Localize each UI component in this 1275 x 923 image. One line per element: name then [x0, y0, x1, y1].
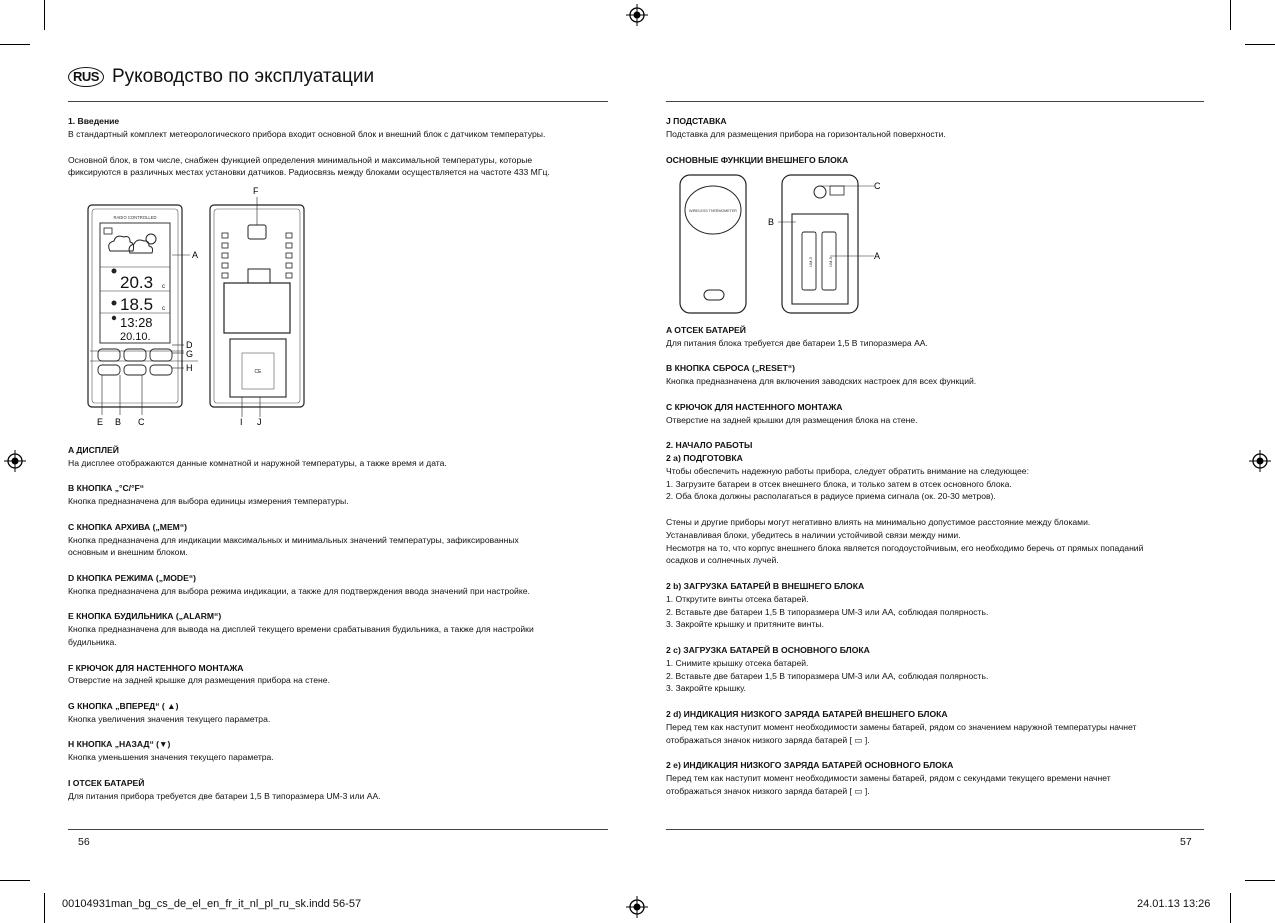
section-text: Кнопка предназначена для выбора режима индикации, а также для подтверждения ввода значений при настройке. — [68, 585, 530, 596]
outdoor-sensor-figure — [670, 172, 890, 317]
section-heading: J ПОДСТАВКА — [666, 116, 727, 126]
intro-block — [68, 115, 613, 179]
section-main-low-battery — [666, 759, 1211, 797]
section-heading: F КРЮЧОК ДЛЯ НАСТЕННОГО МОНТАЖА — [68, 662, 244, 673]
section-heading: D КНОПКА РЕЖИМА („MODE“) — [68, 572, 197, 583]
section-text: отображаться значок низкого заряда батарей [ ▭ ]. — [666, 734, 870, 745]
sun-icon — [146, 234, 156, 244]
section-heading: G КНОПКА „ВПЕРЕД“ ( ▲) — [68, 700, 179, 711]
section-text: Кнопка предназначена для вывода на дисплей текущего времени срабатывания будильника, а также для настройки — [68, 624, 534, 635]
section-text: 2. Оба блока должны располагаться в радиусе приема сигнала (ок. 20-30 метров). — [666, 491, 996, 502]
callout-label: H — [186, 363, 193, 373]
section-text: Несмотря на то, что корпус внешнего блока является погодоустойчивым, его необходимо беречь от прямых попаданий — [666, 542, 1144, 553]
section-text: Для питания блока требуется две батареи 1,5 В типоразмера AA. — [666, 337, 928, 348]
section-heading: A ДИСПЛЕЙ — [68, 445, 119, 455]
section-heading: I ОТСЕК БАТАРЕЙ — [68, 777, 145, 788]
svg-text:c: c — [162, 284, 165, 290]
crop-mark — [1245, 880, 1275, 881]
section-text: Кнопка увеличения значения текущего параметра. — [68, 713, 271, 724]
header-rule — [68, 101, 608, 102]
section-heading: 2 b) ЗАГРУЗКА БАТАРЕЙ В ВНЕШНЕГО БЛОКА — [666, 580, 865, 591]
section-text: Перед тем как наступит момент необходимости замены батарей, рядом с секундами текущего времени начнет — [666, 772, 1111, 783]
indoor-icon — [112, 269, 117, 274]
crop-mark — [1230, 893, 1231, 923]
date-slug: 24.01.13 13:26 — [1137, 898, 1211, 910]
section-wall-hook — [68, 662, 613, 688]
section-text: 3. Закройте крышку и притяните винты. — [666, 619, 824, 630]
callout-label: J — [257, 417, 262, 427]
outdoor-icon — [112, 301, 117, 306]
section-text: Стены и другие приборы могут негативно влиять на минимально допустимое расстояние между блоками. — [666, 516, 1091, 527]
section-heading: C КРЮЧОК ДЛЯ НАСТЕННОГО МОНТАЖА — [666, 401, 843, 412]
left-sections — [68, 444, 613, 802]
lcd-temp-indoor: 20.3 — [120, 273, 154, 292]
radio-icon — [112, 316, 116, 320]
lcd-temp-outdoor: 18.5 — [120, 295, 154, 314]
section-heading: E КНОПКА БУДИЛЬНИКА („ALARM“) — [68, 611, 222, 622]
wall-hook-icon — [814, 186, 826, 198]
button-down — [150, 365, 172, 375]
section-text: 1. Загрузите батареи в отсек внешнего блока, и только затем в отсек основного блока. — [666, 478, 1012, 489]
section-text: На дисплее отображаются данные комнатной и наружной температуры, а также время и дата. — [68, 457, 447, 468]
footer-rule — [666, 829, 1204, 830]
lcd-date: 20.10. — [120, 331, 151, 343]
right-top-block — [666, 115, 1211, 166]
brand-label: RADIO CONTROLLED — [113, 215, 157, 220]
right-sections — [666, 324, 1211, 797]
crop-mark — [1245, 44, 1275, 45]
section-text: Кнопка уменьшения значения текущего параметра. — [68, 752, 274, 763]
page-title: Руководство по эксплуатации — [111, 66, 375, 87]
crop-mark — [44, 893, 45, 923]
section-main-batteries-load — [666, 644, 1211, 695]
svg-text:c: c — [162, 306, 165, 312]
section-text: отображаться значок низкого заряда батарей [ ▭ ]. — [666, 785, 870, 796]
crop-mark — [44, 0, 45, 30]
callout-label: A — [874, 251, 881, 261]
page-header — [68, 66, 374, 88]
registration-mark-icon — [4, 450, 26, 472]
section-sensor-hook — [666, 401, 1211, 427]
page-number: 56 — [78, 836, 90, 848]
section-text: Устанавливая блоки, убедитесь в наличии устойчивой связи между ними. — [666, 529, 961, 540]
section-back-button — [68, 738, 613, 764]
section-display — [68, 444, 613, 470]
stand — [230, 339, 286, 397]
section-sensor-battery — [666, 324, 1211, 350]
cloud-icon — [109, 236, 134, 251]
registration-mark-icon — [626, 4, 648, 26]
section-text: Чтобы обеспечить надежную работы прибора, следует обратить внимание на следующее: — [666, 465, 1029, 476]
section-heading: B КНОПКА СБРОСА („RESET“) — [666, 363, 795, 374]
section-mode-button — [68, 572, 613, 598]
lcd-icon — [104, 228, 112, 234]
section-heading: 2. НАЧАЛО РАБОТЫ — [666, 440, 753, 451]
callout-label: A — [192, 250, 199, 260]
registration-mark-icon — [1249, 450, 1271, 472]
section-text: Отверстие на задней крышке для размещения прибора на стене. — [68, 675, 330, 686]
callout-label: D — [186, 340, 193, 350]
callout-label: G — [186, 349, 194, 359]
section-getting-started — [666, 439, 1211, 567]
wall-hook-icon — [248, 225, 266, 239]
section-heading: 2 c) ЗАГРУЗКА БАТАРЕЙ В ОСНОВНОГО БЛОКА — [666, 644, 870, 655]
section-text: будильника. — [68, 636, 117, 647]
section-text: 1. Открутите винты отсека батарей. — [666, 593, 809, 604]
section-text: Кнопка предназначена для индикации максимальных и минимальных значений температуры, зафиксированных — [68, 534, 519, 545]
crop-mark — [0, 44, 30, 45]
section-text: осадков и солнечных лучей. — [666, 555, 779, 566]
section-text: основным и внешним блоком. — [68, 547, 188, 558]
section-text: Кнопка предназначена для включения заводских настроек для всех функций. — [666, 376, 977, 387]
sensor-battery-compartment — [792, 214, 848, 304]
section-text: 2. Вставьте две батареи 1,5 В типоразмера UM-3 или AA, соблюдая полярность. — [666, 670, 989, 681]
section-heading: H КНОПКА „НАЗАД“ (▼) — [68, 739, 171, 750]
section-reset-button — [666, 362, 1211, 388]
section-forward-button — [68, 700, 613, 726]
weather-station-figure — [80, 183, 310, 428]
intro-paragraph: фиксируются в различных местах установки датчиков. Радиосвязь между блоками осуществляется на частоте 433 МГц. — [68, 167, 550, 178]
section-text: 3. Закройте крышку. — [666, 683, 746, 694]
intro-paragraph: В стандартный комплект метеорологического прибора входит основной блок и внешний блок с датчиком температуры. — [68, 128, 546, 139]
section-text: 2. Вставьте две батареи 1,5 В типоразмера UM-3 или AA, соблюдая полярность. — [666, 606, 989, 617]
intro-paragraph: Основной блок, в том числе, снабжен функцией определения минимальной и максимальной температуры, которые — [68, 154, 533, 165]
section-text: Отверстие на задней крышки для размещения блока на стене. — [666, 414, 918, 425]
callout-label: B — [768, 217, 775, 227]
section-heading: 2 a) ПОДГОТОВКА — [666, 452, 743, 463]
section-text: Перед тем как наступит момент необходимости замены батарей, рядом со значением наружной температуры начнет — [666, 721, 1137, 732]
page-number: 57 — [1180, 836, 1192, 848]
section-mem-button — [68, 521, 613, 559]
section-heading: 2 e) ИНДИКАЦИЯ НИЗКОГО ЗАРЯДА БАТАРЕЙ ОСНОВНОГО БЛОКА — [666, 760, 954, 771]
header-rule — [666, 101, 1204, 102]
section-alarm-button — [68, 610, 613, 648]
button-mem — [124, 365, 146, 375]
svg-text:UM-3: UM-3 — [828, 257, 833, 267]
sensor-front-label: WIRELESS THERMOMETER — [689, 209, 737, 213]
crop-mark — [0, 880, 30, 881]
section-text: Подставка для размещения прибора на горизонтальной поверхности. — [666, 128, 946, 139]
section-sensor-batteries-load — [666, 580, 1211, 631]
battery-compartment — [224, 283, 290, 333]
section-sensor-low-battery — [666, 708, 1211, 746]
section-text: 1. Снимите крышку отсека батарей. — [666, 657, 809, 668]
crop-mark — [1230, 0, 1231, 30]
callout-label: F — [253, 186, 259, 196]
section-unit-button — [68, 482, 613, 508]
section-heading: ОСНОВНЫЕ ФУНКЦИИ ВНЕШНЕГО БЛОКА — [666, 154, 849, 165]
svg-text:UM-3: UM-3 — [808, 257, 813, 267]
language-badge: RUS — [68, 67, 104, 87]
section-text: Для питания прибора требуется две батареи 1,5 В типоразмера UM-3 или AA. — [68, 790, 381, 801]
file-slug: 00104931man_bg_cs_de_el_en_fr_it_nl_pl_ru_sk.indd 56-57 — [62, 898, 362, 910]
callout-label: I — [240, 417, 243, 427]
callout-label: B — [115, 417, 122, 427]
footer-rule — [68, 829, 608, 830]
intro-heading: 1. Введение — [68, 116, 120, 126]
section-heading: B КНОПКА „°C/°F“ — [68, 483, 145, 494]
lcd-time: 13:28 — [120, 315, 153, 330]
section-heading: A ОТСЕК БАТАРЕЙ — [666, 325, 746, 335]
section-battery — [68, 777, 613, 803]
callout-label: C — [138, 417, 145, 427]
svg-text:CE: CE — [254, 369, 262, 375]
section-text: Кнопка предназначена для выбора единицы измерения температуры. — [68, 496, 349, 507]
callout-label: E — [97, 417, 104, 427]
button-unit — [98, 365, 120, 375]
section-heading: C КНОПКА АРХИВА („MEM“) — [68, 521, 188, 532]
callout-label: C — [874, 181, 881, 191]
registration-mark-icon — [626, 896, 648, 918]
section-heading: 2 d) ИНДИКАЦИЯ НИЗКОГО ЗАРЯДА БАТАРЕЙ ВНЕШНЕГО БЛОКА — [666, 708, 948, 719]
